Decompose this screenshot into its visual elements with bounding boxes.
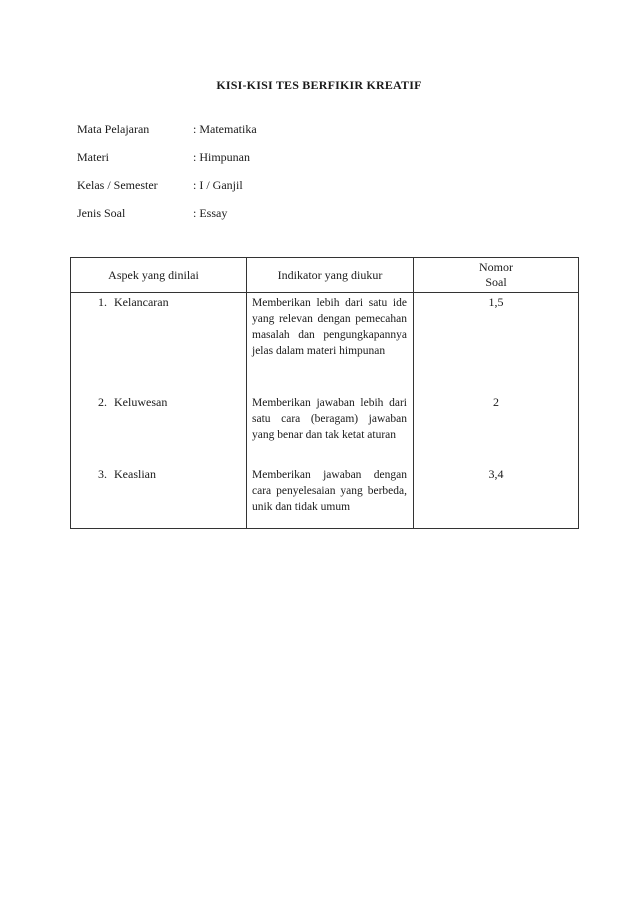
header-aspek: Aspek yang dinilai — [71, 258, 247, 293]
nomor-cell: 2 — [414, 393, 579, 465]
indikator-cell: Memberikan jawaban dengan cara penyelesaian yang berbeda, unik dan tidak umum — [247, 465, 414, 529]
info-value: : Himpunan — [193, 150, 250, 164]
row-number: 3. — [98, 466, 107, 481]
grid-table — [70, 257, 579, 529]
info-value: : I / Ganjil — [193, 178, 243, 192]
aspek-label: Keaslian — [114, 466, 156, 481]
aspek-label: Keluwesan — [114, 394, 168, 409]
nomor-cell: 3,4 — [414, 465, 579, 529]
info-value: : Matematika — [193, 122, 257, 136]
header-indikator: Indikator yang diukur — [247, 258, 414, 293]
table-row — [71, 465, 579, 529]
table-row — [71, 393, 579, 465]
indikator-cell: Memberikan jawaban lebih dari satu cara (beragam) jawaban yang benar dan tak ketat aturan — [247, 393, 414, 465]
table-header-row — [71, 258, 579, 293]
aspek-label: Kelancaran — [114, 295, 169, 309]
indikator-cell: Memberikan lebih dari satu ide yang relevan dengan pemecahan masalah dan pengungkapannya jelas dalam materi himpunan — [247, 293, 414, 393]
header-nomor — [414, 258, 579, 293]
table-row — [71, 293, 579, 393]
aspek-cell — [71, 393, 247, 465]
info-value: : Essay — [193, 206, 228, 220]
header-nomor-line1: Nomor — [479, 260, 513, 274]
header-nomor-line2: Soal — [485, 275, 507, 289]
info-label: Mata Pelajaran — [77, 122, 150, 136]
info-label: Materi — [77, 150, 109, 164]
aspek-cell — [71, 293, 247, 393]
info-label: Jenis Soal — [77, 206, 126, 220]
info-label: Kelas / Semester — [77, 178, 158, 192]
row-number: 2. — [98, 394, 107, 409]
row-number: 1. — [98, 295, 107, 309]
nomor-cell: 1,5 — [414, 293, 579, 393]
aspek-cell — [71, 465, 247, 529]
document-title: KISI-KISI TES BERFIKIR KREATIF — [216, 78, 422, 92]
